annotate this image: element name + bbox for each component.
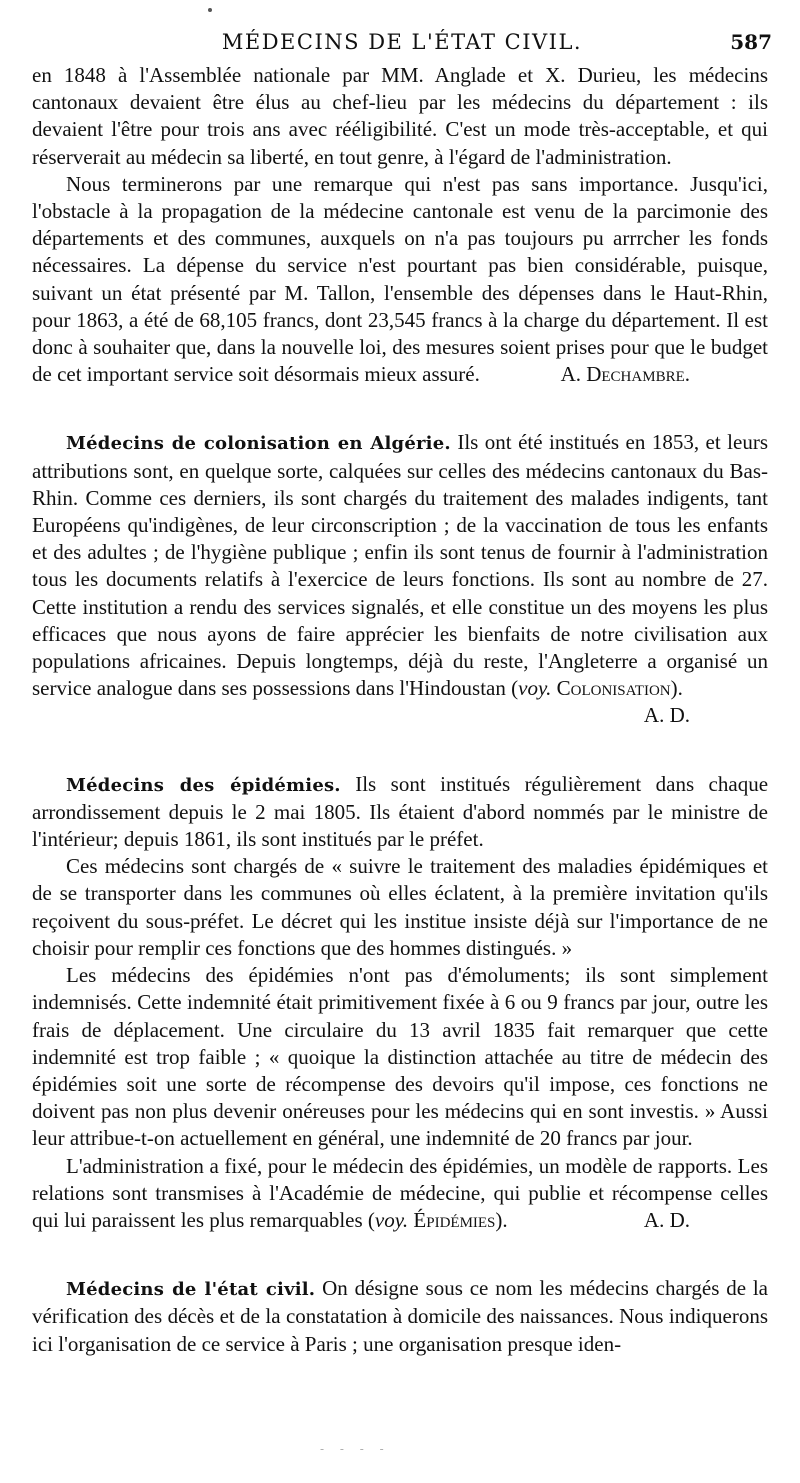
article-heading: Médecins de colonisation en Algérie. (66, 433, 451, 455)
author-signature: A. D. (643, 1207, 690, 1232)
see-also-abbrev: voy. (518, 676, 552, 701)
paragraph (32, 962, 768, 1152)
print-speck (208, 8, 212, 12)
page-number: 587 (730, 30, 772, 54)
paragraph-text: en 1848 à l'Assemblée nationale par MM. Anglade et X. Durieu, les médecins cantonaux devaient être élus au chef-lieu par les médecins du département : ils devaient l'être pour trois ans avec rééligibilité. C'est un mode très-acceptable, et qui réserverait au médecin sa liberté, en tout genre, à l'égard de l'administration. (32, 63, 768, 169)
paragraph-continuation (32, 62, 768, 171)
author-signature: A. Dechambre. (560, 362, 690, 387)
paragraph (32, 853, 768, 962)
closing-punctuation: ). (495, 1207, 508, 1232)
paragraph-text: On désigne sous ce nom les médecins chargés de la vérification des décès et de la constatation à domicile des naissances. Nous indiquerons ici l'organisation de ce service à Paris ; une organisation presque iden- (32, 1276, 768, 1356)
paragraph-text: Nous terminerons par une remarque qui n'est pas sans importance. Jusqu'ici, l'obstacle à la propagation de la médecine cantonale est venu de la parcimonie des départements et des communes, auxquels on n'a pas toujours pu arrrcher les fonds nécessaires. La dépense du service n'est pourtant pas bien considérable, puisque, suivant un état présenté par M. Tallon, l'ensemble des dépenses dans le Haut-Rhin, pour 1863, a été de 68,105 francs, dont 23,545 francs à la charge du département. Il est donc à souhaiter que, dans la nouvelle loi, des mesures soient prises pour que le budget de cet important service soit désormais mieux assuré. (32, 171, 768, 387)
closing-punctuation: ). (670, 676, 683, 701)
article-heading: Médecins des épidémies. (66, 774, 341, 796)
article-epidemies (32, 771, 768, 854)
paragraph (32, 1153, 768, 1235)
cross-reference: Colonisation (556, 676, 671, 701)
paragraph-conclusion (32, 171, 768, 389)
see-also-abbrev: voy. (374, 1207, 409, 1232)
running-title: MÉDECINS DE L'ÉTAT CIVIL. (221, 30, 583, 54)
article-heading: Médecins de l'état civil. (66, 1279, 316, 1301)
article-etat-civil (32, 1275, 768, 1358)
paragraph-text: Ils ont été institués en 1853, et leurs attributions sont, en quelque sorte, calquées sur celles des médecins cantonaux du Bas-Rhin. Comme ces derniers, ils sont chargés du traitement des malades indigents, tant Européens qu'indigènes, de leur circonscription ; de la vaccination de tous les enfants et des adultes ; de l'hygiène publique ; enfin ils sont tenus de fournir à l'administration tous les documents relatifs à l'exercice de leurs fonctions. Ils sont au nombre de 27. Cette institution a rendu des services signalés, et elle constitue un des moyens les plus efficaces que nous ayons de faire apprécier les bienfaits de notre civilisation aux populations africaines. Depuis longtemps, déjà du reste, l'Angleterre a organisé un service analogue dans ses possessions dans l'Hindoustan ( (32, 430, 769, 701)
cross-reference: Épidémies (413, 1207, 496, 1232)
page-header (32, 30, 772, 60)
paragraph-text: Les médecins des épidémies n'ont pas d'émoluments; ils sont simplement indemnisés. Cette indemnité était primitivement fixée à 6 ou 9 francs par jour, outre les frais de déplacement. Une circulaire du 13 avril 1835 fait remarquer que cette indemnité est trop faible ; « quoique la distinction attachée au titre de médecin des épidémies soit une sorte de récompense des devoirs qu'il impose, ces fonctions ne doivent pas non plus devenir onéreuses pour les médecins qui en sont investis. » Aussi leur attribue-t-on actuellement en général, une indemnité de 20 francs par jour. (32, 963, 768, 1151)
paragraph-text: L'administration a fixé, pour le médecin des épidémies, un modèle de rapports. Les relations sont transmises à l'Académie de médecine, qui publie et récompense celles qui lui paraissent les plus remarquables ( (32, 1153, 768, 1232)
paragraph-text: Ils sont institués régulièrement dans chaque arrondissement depuis le 2 mai 1805. Ils étaient d'abord nommés par le ministre de l'intérieur; depuis 1861, ils sont institués par le préfet. (32, 771, 769, 852)
author-signature: A. D. (643, 703, 690, 728)
article-colonisation (32, 429, 768, 729)
body-text (32, 62, 768, 1358)
footer-print-marks: - - - - (320, 1442, 390, 1456)
paragraph-text: Ces médecins sont chargés de « suivre le traitement des maladies épidémiques et de se transporter dans les communes où elles éclatent, à la première invitation qu'ils reçoivent du sous-préfet. Le décret qui les institue insiste déjà sur l'importance de ne choisir pour remplir ces fonctions que des hommes distingués. » (32, 854, 768, 960)
